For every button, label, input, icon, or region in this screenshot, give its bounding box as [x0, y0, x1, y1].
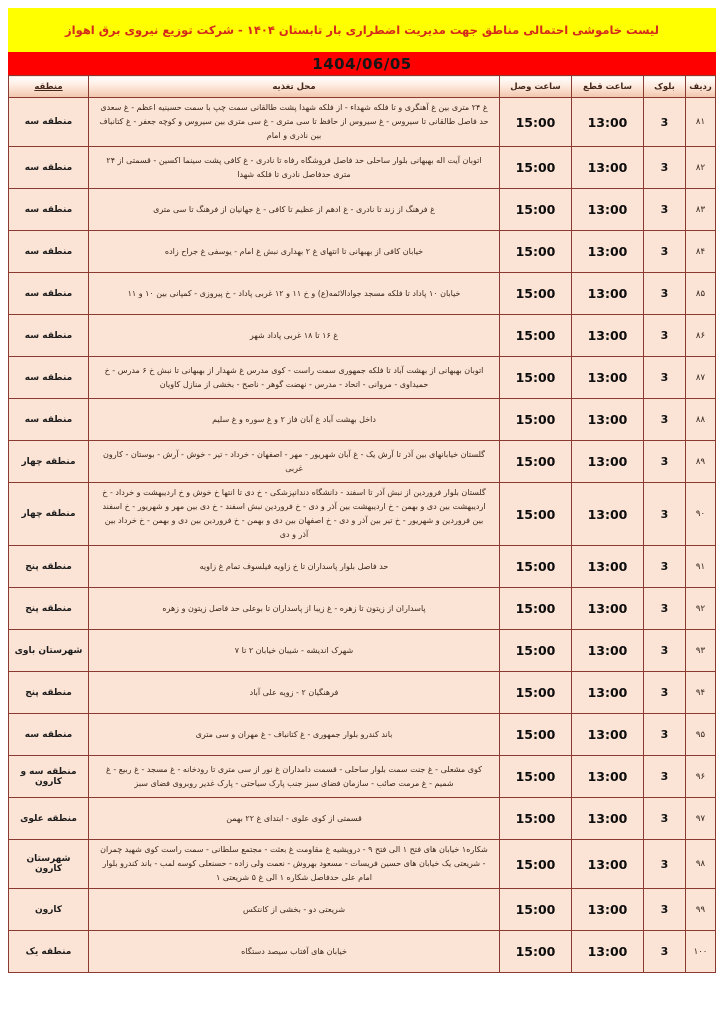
feed-location-cell: حد فاصل بلوار پاسداران تا خ زاویه فیلسوف تمام غ زاویه	[89, 546, 500, 588]
row-number-cell: ۹۳	[686, 630, 716, 672]
row-number-cell: ۸۷	[686, 357, 716, 399]
restore-time-cell: 15:00	[500, 798, 572, 840]
col-header-restore-time: ساعت وصل	[500, 76, 572, 98]
table-row	[9, 147, 716, 189]
table-row	[9, 588, 716, 630]
feed-location-cell: غ ۲۴ متری بین غ آهنگری و تا فلکه شهداء - از فلکه شهدا پشت طالقانی سمت چپ با سمت حسینیه اعظم - غ سعدی حد فاصل طالقانی تا سیروس - غ سیروس از حافظ تا سی متری - غ سی متری بین سیروس و کوچه جعفر - غ کتانباف بین نادری و امام	[89, 98, 500, 147]
region-cell: منطقه سه	[9, 98, 89, 147]
table-header	[9, 76, 716, 98]
outage-table	[8, 75, 716, 973]
cut-time-cell: 13:00	[572, 98, 644, 147]
cut-time-cell: 13:00	[572, 357, 644, 399]
block-cell: 3	[644, 546, 686, 588]
restore-time-cell: 15:00	[500, 231, 572, 273]
feed-location-cell: خیابان ۱۰ پاداد تا فلکه مسجد جوادالائمه(ع) و خ ۱۱ و ۱۲ غربی پاداد - خ پیروزی - کمپانی بین ۱۰ و ۱۱	[89, 273, 500, 315]
table-row	[9, 315, 716, 357]
cut-time-cell: 13:00	[572, 756, 644, 798]
restore-time-cell: 15:00	[500, 147, 572, 189]
cut-time-cell: 13:00	[572, 147, 644, 189]
region-cell: منطقه علوی	[9, 798, 89, 840]
restore-time-cell: 15:00	[500, 399, 572, 441]
table-row	[9, 672, 716, 714]
restore-time-cell: 15:00	[500, 756, 572, 798]
feed-location-cell: خیابان کافی از بهبهانی تا انتهای غ ۲ بهداری نبش غ امام - یوسفی غ جراح زاده	[89, 231, 500, 273]
row-number-cell: ۹۹	[686, 889, 716, 931]
document-title-bar	[8, 8, 716, 52]
region-cell: منطقه سه	[9, 315, 89, 357]
restore-time-cell: 15:00	[500, 889, 572, 931]
col-header-row-number: ردیف	[686, 76, 716, 98]
outage-schedule-sheet	[8, 8, 716, 973]
table-row	[9, 798, 716, 840]
table-row	[9, 441, 716, 483]
block-cell: 3	[644, 714, 686, 756]
cut-time-cell: 13:00	[572, 315, 644, 357]
row-number-cell: ۹۱	[686, 546, 716, 588]
region-cell: منطقه پنج	[9, 672, 89, 714]
block-cell: 3	[644, 889, 686, 931]
restore-time-cell: 15:00	[500, 273, 572, 315]
document-title: لیست خاموشی احتمالی مناطق جهت مدیریت اضطراری بار تابستان ۱۴۰۴ - شرکت توزیع نیروی برق اهواز	[65, 23, 659, 37]
cut-time-cell: 13:00	[572, 273, 644, 315]
cut-time-cell: 13:00	[572, 441, 644, 483]
feed-location-cell: باند کندرو بلوار جمهوری - غ کتانباف - غ مهران و سی متری	[89, 714, 500, 756]
row-number-cell: ۹۴	[686, 672, 716, 714]
table-row	[9, 483, 716, 546]
feed-location-cell: پاسداران از زیتون تا زهره - غ زیبا از پاسداران تا بوعلی حد فاصل زیتون و زهره	[89, 588, 500, 630]
row-number-cell: ۸۹	[686, 441, 716, 483]
cut-time-cell: 13:00	[572, 483, 644, 546]
row-number-cell: ۹۶	[686, 756, 716, 798]
cut-time-cell: 13:00	[572, 231, 644, 273]
block-cell: 3	[644, 231, 686, 273]
restore-time-cell: 15:00	[500, 189, 572, 231]
feed-location-cell: گلستان خیابانهای بین آذر تا آرش یک - غ آبان شهریور - مهر - اصفهان - خرداد - تیر - خوش - آرش - بوستان - کارون غربی	[89, 441, 500, 483]
cut-time-cell: 13:00	[572, 630, 644, 672]
table-row	[9, 357, 716, 399]
cut-time-cell: 13:00	[572, 889, 644, 931]
region-cell: منطقه سه و کارون	[9, 756, 89, 798]
block-cell: 3	[644, 399, 686, 441]
region-cell: شهرستان باوی	[9, 630, 89, 672]
restore-time-cell: 15:00	[500, 672, 572, 714]
region-cell: کارون	[9, 889, 89, 931]
row-number-cell: ۹۲	[686, 588, 716, 630]
restore-time-cell: 15:00	[500, 840, 572, 889]
row-number-cell: ۹۷	[686, 798, 716, 840]
feed-location-cell: غ فرهنگ از زند تا نادری - غ ادهم از عظیم تا کافی - غ جهانیان از فرهنگ تا سی متری	[89, 189, 500, 231]
restore-time-cell: 15:00	[500, 357, 572, 399]
row-number-cell: ۸۳	[686, 189, 716, 231]
feed-location-cell: شکاره۱ خیابان های فتح ۱ الی فتح ۹ - درویشیه غ مقاومت غ بعثت - مجتمع سلطانی - سمت راست کوی شهید چمران - شریعتی یک خیابان های حسین فریسات - مسعود بهروش - نعمت ولی زاده - حسنعلی کوسه لمب - باند کندرو بلوار امام علی حدفاصل شکاره ۱ الی غ ۵ شریعتی ۱	[89, 840, 500, 889]
region-cell: منطقه پنج	[9, 546, 89, 588]
region-cell: منطقه پنج	[9, 588, 89, 630]
block-cell: 3	[644, 273, 686, 315]
feed-location-cell: داخل بهشت آباد غ آبان فاز ۲ و غ سوره و غ سلیم	[89, 399, 500, 441]
row-number-cell: ۱۰۰	[686, 931, 716, 973]
feed-location-cell: کوی مشعلی - غ جنت سمت بلوار ساحلی - قسمت دامداران غ نور از سی متری تا رودخانه - غ مسجد - غ ربیع - غ شمیم - غ مرمت صائب - سازمان فضای سبز جنب پارک سیاحتی - پارک غدیر روبروی فضای سبز	[89, 756, 500, 798]
table-row	[9, 98, 716, 147]
col-header-feed-location: محل تغذیه	[89, 76, 500, 98]
table-row	[9, 399, 716, 441]
feed-location-cell: اتوبان بهبهانی از بهشت آباد تا فلکه جمهوری سمت راست - کوی مدرس غ شهدار از بهبهانی تا نبش خ ۶ مدرس - خ حمیداوی - مروانی - اتحاد - مدرس - نهضت گوهر - ناصح - بخشی از منازل کاویان	[89, 357, 500, 399]
table-row	[9, 889, 716, 931]
col-header-region: منطقه	[9, 76, 89, 98]
block-cell: 3	[644, 756, 686, 798]
table-body	[9, 98, 716, 973]
feed-location-cell: شهرک اندیشه - شیبان خیابان ۲ تا ۷	[89, 630, 500, 672]
block-cell: 3	[644, 357, 686, 399]
cut-time-cell: 13:00	[572, 798, 644, 840]
col-header-cut-time: ساعت قطع	[572, 76, 644, 98]
region-cell: منطقه یک	[9, 931, 89, 973]
table-row	[9, 630, 716, 672]
block-cell: 3	[644, 672, 686, 714]
cut-time-cell: 13:00	[572, 399, 644, 441]
restore-time-cell: 15:00	[500, 588, 572, 630]
table-row	[9, 931, 716, 973]
table-row	[9, 546, 716, 588]
feed-location-cell: شریعتی دو - بخشی از کانتکس	[89, 889, 500, 931]
cut-time-cell: 13:00	[572, 189, 644, 231]
row-number-cell: ۸۶	[686, 315, 716, 357]
date-bar	[8, 52, 716, 75]
col-header-block: بلوک	[644, 76, 686, 98]
row-number-cell: ۹۵	[686, 714, 716, 756]
block-cell: 3	[644, 798, 686, 840]
restore-time-cell: 15:00	[500, 441, 572, 483]
table-row	[9, 714, 716, 756]
region-cell: منطقه سه	[9, 231, 89, 273]
feed-location-cell: فرهنگیان ۲ - زویه علی آباد	[89, 672, 500, 714]
feed-location-cell: غ ۱۶ تا ۱۸ غربی پاداد شهر	[89, 315, 500, 357]
feed-location-cell: اتوبان آیت اله بهبهانی بلوار ساحلی حد فاصل فروشگاه رفاه تا نادری - غ کافی پشت سینما اکسین - قسمتی از ۲۴ متری حدفاصل نادری تا فلکه شهدا	[89, 147, 500, 189]
region-cell: منطقه سه	[9, 714, 89, 756]
block-cell: 3	[644, 189, 686, 231]
row-number-cell: ۹۰	[686, 483, 716, 546]
block-cell: 3	[644, 147, 686, 189]
block-cell: 3	[644, 315, 686, 357]
restore-time-cell: 15:00	[500, 714, 572, 756]
schedule-date: 1404/06/05	[312, 54, 412, 73]
row-number-cell: ۸۴	[686, 231, 716, 273]
region-cell: منطقه سه	[9, 147, 89, 189]
block-cell: 3	[644, 98, 686, 147]
cut-time-cell: 13:00	[572, 714, 644, 756]
restore-time-cell: 15:00	[500, 546, 572, 588]
restore-time-cell: 15:00	[500, 483, 572, 546]
feed-location-cell: خیابان های آفتاب سیصد دستگاه	[89, 931, 500, 973]
restore-time-cell: 15:00	[500, 630, 572, 672]
block-cell: 3	[644, 630, 686, 672]
feed-location-cell: گلستان بلوار فروردین از نبش آذر تا اسفند - دانشگاه دندانپزشکی - خ دی تا انتها خ خوش و خ اردیبهشت و خرداد - خ اردیبهشت بین دی و بهمن - خ اردیبهشت بین آذر و دی - خ فروردین نبش اسفند - خ دی بین مهر و شهریور - خ اسفند بین فروردین و شهریور - خ تیر بین آذر و دی - خ اصفهان بین دی و بهمن - خ فروردین بین دی و بهمن - خ خرداد بین آذر و دی	[89, 483, 500, 546]
region-cell: منطقه چهار	[9, 483, 89, 546]
block-cell: 3	[644, 483, 686, 546]
region-cell: شهرستان کارون	[9, 840, 89, 889]
region-cell: منطقه سه	[9, 357, 89, 399]
row-number-cell: ۹۸	[686, 840, 716, 889]
block-cell: 3	[644, 441, 686, 483]
cut-time-cell: 13:00	[572, 546, 644, 588]
block-cell: 3	[644, 931, 686, 973]
restore-time-cell: 15:00	[500, 931, 572, 973]
table-row	[9, 189, 716, 231]
row-number-cell: ۸۸	[686, 399, 716, 441]
region-cell: منطقه چهار	[9, 441, 89, 483]
block-cell: 3	[644, 588, 686, 630]
cut-time-cell: 13:00	[572, 840, 644, 889]
table-row	[9, 231, 716, 273]
restore-time-cell: 15:00	[500, 315, 572, 357]
row-number-cell: ۸۱	[686, 98, 716, 147]
region-cell: منطقه سه	[9, 399, 89, 441]
region-cell: منطقه سه	[9, 273, 89, 315]
header-row	[9, 76, 716, 98]
restore-time-cell: 15:00	[500, 98, 572, 147]
row-number-cell: ۸۵	[686, 273, 716, 315]
row-number-cell: ۸۲	[686, 147, 716, 189]
cut-time-cell: 13:00	[572, 931, 644, 973]
region-cell: منطقه سه	[9, 189, 89, 231]
table-row	[9, 273, 716, 315]
cut-time-cell: 13:00	[572, 588, 644, 630]
block-cell: 3	[644, 840, 686, 889]
table-row	[9, 756, 716, 798]
feed-location-cell: قسمتی از کوی علوی - ابتدای غ ۲۲ بهمن	[89, 798, 500, 840]
table-row	[9, 840, 716, 889]
cut-time-cell: 13:00	[572, 672, 644, 714]
